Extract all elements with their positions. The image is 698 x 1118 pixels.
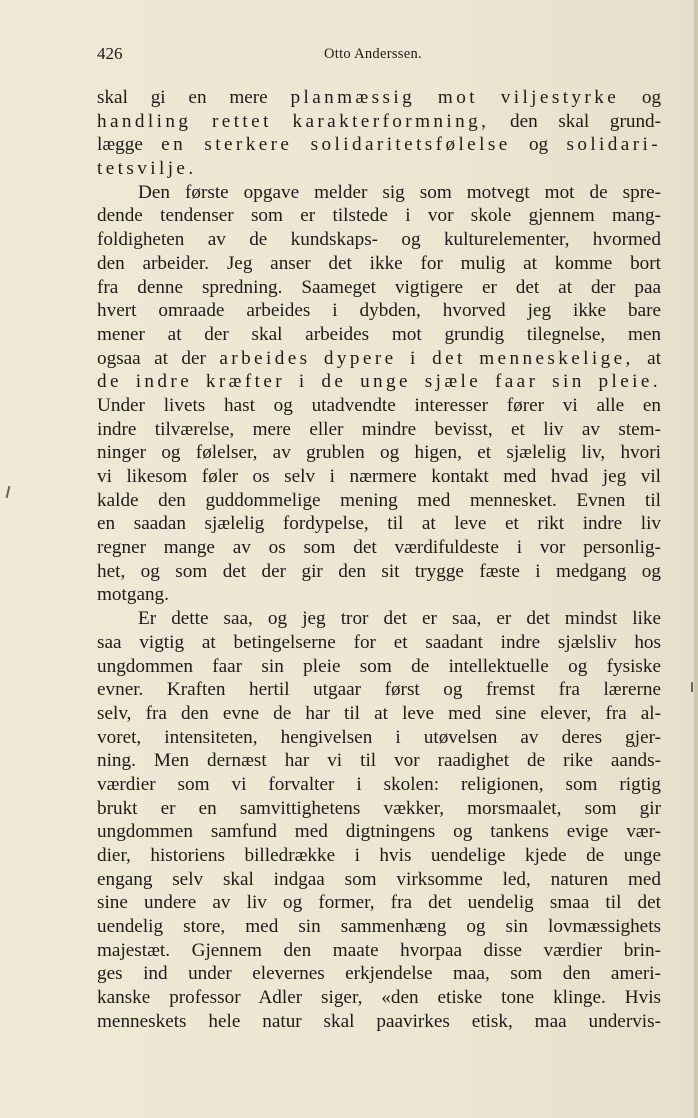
text-line: uendelig store, med sin sammenhæng og sin lovmæssighets [97,916,661,938]
text-word: mere [229,87,268,108]
text-word: grund- [609,110,662,132]
text-word: og [641,87,662,108]
text-line: engang selv skal indgaa som virksomme led, naturen med [97,868,661,890]
text-line: indre tilværelse, mere eller mindre bevisst, et liv av stem- [97,418,661,440]
text-line: ning. Men dernæst har vi til vor raadighet de rike aands- [97,750,661,772]
text-word: ogsaa [97,347,141,369]
text-word: en [161,134,187,156]
text-line [97,133,661,157]
text-word: pleie. [598,371,661,393]
text-line: sine undere av liv og former, fra det uendelig smaa til det [97,892,661,914]
text-line: en saadan sjælelig fordypelse, til at leve et rikt indre liv [97,513,661,535]
text-word: og [528,134,549,156]
text-line: dende tendenser som er tilstede i vor skole gjennem mang- [97,205,661,227]
text-line: het, og som det der gir den sit trygge fæste i medgang og [97,560,661,582]
body-text [97,86,661,1034]
text-word: faar [494,371,539,393]
text-line [97,110,661,134]
text-word: sterkere [204,134,293,156]
text-word: skal [558,110,590,132]
page-header [97,44,661,68]
text-word: kræfter [205,371,286,393]
text-line [97,370,661,394]
text-line: ungdommen samfund med digtningens og tankens evige vær- [97,821,661,843]
text-line: fra denne spredning. Saameget vigtigere er det at der paa [97,276,661,298]
text-line: Er dette saa, og jeg tror det er saa, er det mindst like [138,608,661,630]
text-word: en [188,87,207,108]
text-word: solidaritetsfølelse [310,134,511,156]
text-line: Under livets hast og utadvendte interesser fører vi alle en [97,394,661,416]
text-line: kanske professor Adler siger, «den etiske tone klinge. Hvis [97,987,661,1009]
text-word: menneskelige, [479,347,634,369]
margin-mark [691,682,693,692]
text-line: vi likesom føler os selv i nærmere kontakt med hvad jeg vil [97,466,661,487]
text-word: lægge [97,134,143,156]
text-line: den arbeider. Jeg anser det ikke for mulig at komme bort [97,252,661,274]
text-line: hvert omraade arbeides i dybden, hvorved jeg ikke bare [97,300,661,322]
text-word: sjæle [424,371,482,393]
text-word: handling [97,110,192,132]
text-word: at [154,347,168,369]
text-word: indre [135,371,193,393]
text-line: regner mange av os som det værdifuldeste i vor personlig- [97,537,661,559]
text-word: karakterformning, [292,110,490,132]
text-word: at [647,347,662,369]
text-word: i [298,371,308,393]
text-word: rettet [212,110,272,132]
text-word: unge [360,371,411,393]
text-line: værdier som vi forvalter i skolen: religionen, som rigtig [97,773,661,795]
text-line: kalde den guddommelige mening med mennesket. Evnen til [97,489,661,511]
text-line [97,157,661,181]
text-line: motgang. [97,584,169,606]
page-number: 426 [97,44,123,63]
text-line: ges ind under elevernes erkjendelse maa, som den ameri- [97,963,661,985]
running-head: Otto Anderssen. [324,46,422,62]
text-line: voret, intensiteten, hengivelsen i utøvelsen av deres gjer- [97,726,661,748]
text-line: brukt er en samvittighetens vækker, morsmaalet, som gir [97,797,661,819]
text-word: arbeides [219,347,311,369]
text-word: de [321,371,347,393]
text-line: mener at der skal arbeides mot grundig tilegnelse, men [97,323,661,345]
text-line: saa vigtig at betingelserne for et saadant indre sjælsliv hos [97,631,661,653]
text-word: de [97,371,122,393]
text-word: der [181,347,206,369]
text-word: dypere [323,347,397,369]
text-word: planmæssig [290,87,416,108]
text-word: den [509,110,538,132]
text-word: gi [150,87,166,108]
text-line [97,86,661,110]
text-line: dier, historiens billedrække i hvis uendelige kjede de unge [97,845,661,866]
text-line: majestæt. Gjennem den maate hvorpaa disse værdier brin- [97,939,661,961]
text-word: viljestyrke [500,87,620,108]
text-word: solidari- [566,134,662,156]
text-line: foldigheten av de kundskaps- og kulturelementer, hvormed [97,229,661,251]
text-line: menneskets hele natur skal paavirkes etisk, maa undervis- [97,1010,661,1032]
text-word: det [432,347,466,369]
page-edge [694,0,698,1118]
text-line [97,347,661,371]
text-word: i [409,347,419,369]
text-line: selv, fra den evne de har til at leve med sine elever, fra al- [97,702,661,724]
text-line: evner. Kraften hertil utgaar først og fremst fra lærerne [97,679,661,701]
text-line: ninger og følelser, av grublen og higen, et sjælelig liv, hvori [97,442,661,464]
margin-mark [6,486,11,498]
text-line: Den første opgave melder sig som motvegt mot de spre- [138,181,661,203]
text-line: ungdommen faar sin pleie som de intellektuelle og fysiske [97,655,661,677]
text-word: skal [97,87,128,108]
text-word: mot [437,87,478,108]
text-word: sin [552,371,585,393]
text-word: tetsvilje. [97,158,197,180]
